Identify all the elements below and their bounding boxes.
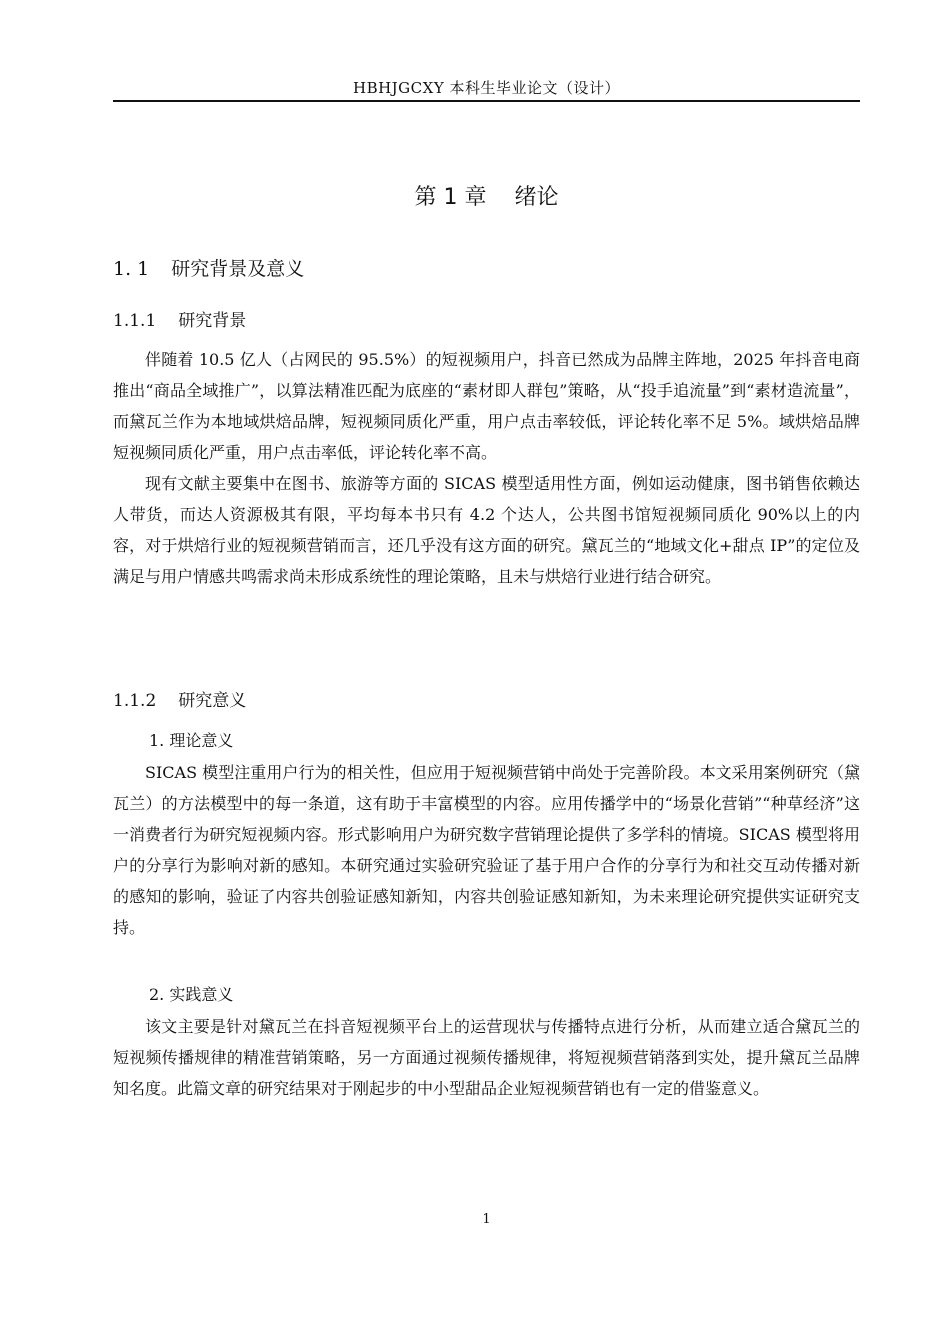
section-heading-1-1-1: [113, 306, 246, 331]
paragraph: 伴随着 10.5 亿人（占网民的 95.5%）的短视频用户，抖音已然成为品牌主阵地，2025 年抖音电商推出“商品全域推广”，以算法精准匹配为底座的“素材即人群包”策略，从“投手追流量”到“素材造流量”，而黛瓦兰作为本地域烘焙品牌，短视频同质化严重，用户点击率较低，评论转化率不足 5%。域烘焙品牌短视频同质化严重，用户点击率低，评论转化率不高。: [113, 350, 860, 462]
background-text: [113, 344, 860, 592]
section-heading-1-1-2: [113, 686, 246, 711]
section-number: 1.1.1: [113, 311, 157, 331]
page-number: 1: [482, 1212, 491, 1227]
paragraph: SICAS 模型注重用户行为的相关性，但应用于短视频营销中尚处于完善阶段。本文采用案例研究（黛瓦兰）的方法模型中的每一条道，这有助于丰富模型的内容。应用传播学中的“场景化营销”“种草经济”这一消费者行为研究短视频内容。形式影响用户为研究数字营销理论提供了多学科的情境。SICAS 模型将用户的分享行为影响对新的感知。本研究通过实验研究验证了基于用户合作的分享行为和社交互动传播对新的感知的影响，验证了内容共创验证感知新知，内容共创验证感知新知，为未来理论研究提供实证研究支持。: [113, 763, 860, 937]
list-label-theory: 1. 理论意义: [149, 731, 234, 750]
theory-text: [113, 757, 860, 943]
section-title: 研究背景及意义: [171, 258, 305, 280]
header-rule: [113, 100, 860, 102]
practice-text: [113, 1011, 860, 1104]
section-number: 1. 1: [113, 258, 150, 280]
paragraph: 该文主要是针对黛瓦兰在抖音短视频平台上的运营现状与传播特点进行分析，从而建立适合黛瓦兰的短视频传播规律的精准营销策略，另一方面通过视频传播规律，将短视频营销落到实处，提升黛瓦兰品牌知名度。此篇文章的研究结果对于刚起步的中小型甜品企业短视频营销也有一定的借鉴意义。: [113, 1017, 860, 1098]
section-number: 1.1.2: [113, 691, 157, 711]
running-header: HBHJGCXY 本科生毕业论文（设计）: [352, 79, 620, 97]
paragraph: 现有文献主要集中在图书、旅游等方面的 SICAS 模型适用性方面，例如运动健康，图书销售依赖达人带货，而达人资源极其有限，平均每本书只有 4.2 个达人，公共图书馆短视频同质化 90%以上的内容，对于烘焙行业的短视频营销而言，还几乎没有这方面的研究。黛瓦兰的“地域文化+甜点 IP”的定位及满足与用户情感共鸣需求尚未形成系统性的理论策略，且未与烘焙行业进行结合研究。: [113, 474, 860, 586]
section-heading-1-1: [113, 254, 304, 281]
list-label-practice: 2. 实践意义: [149, 985, 234, 1004]
section-title: 研究意义: [178, 691, 247, 711]
section-title: 研究背景: [178, 311, 247, 331]
chapter-title: 第 1 章 绪论: [414, 185, 559, 210]
